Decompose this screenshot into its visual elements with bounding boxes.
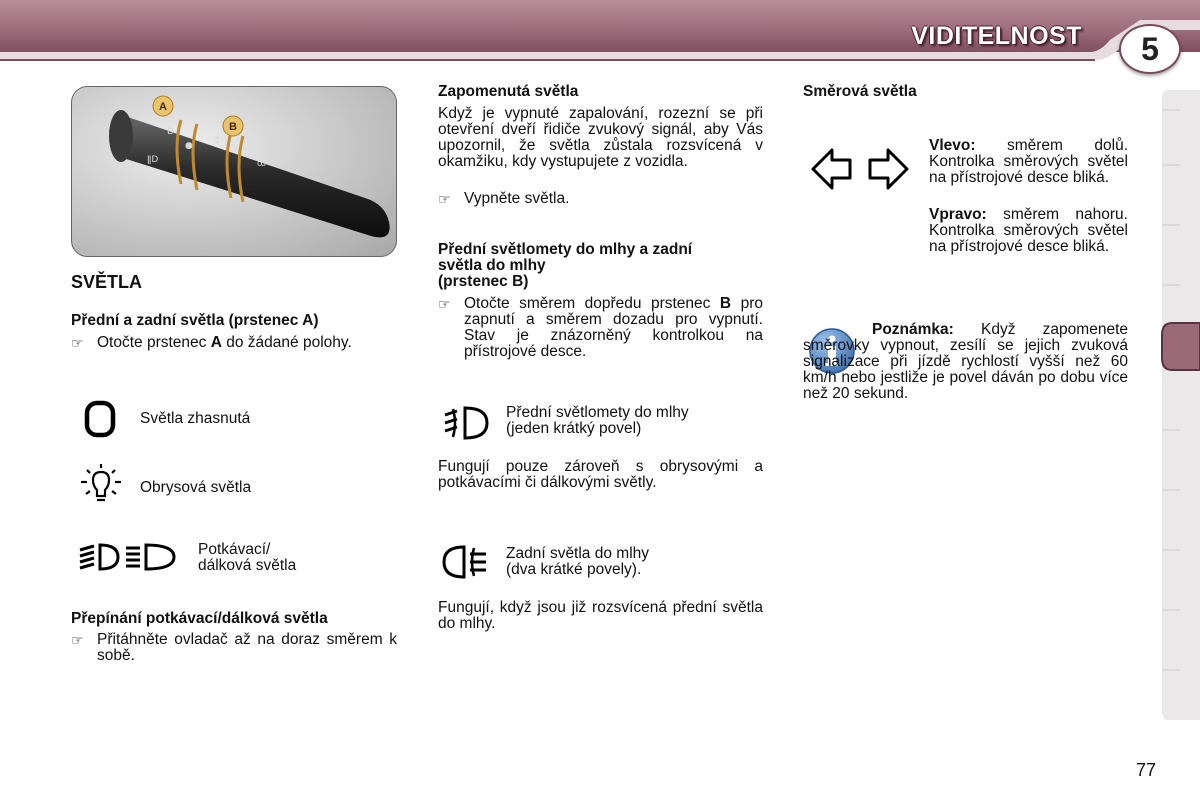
svg-text:D: D xyxy=(167,127,174,137)
fog-lights-heading: Přední světlomety do mlhy a zadní světla do mlhy (prstenec B) xyxy=(438,241,693,290)
switching-heading: Přepínání potkávací/dálková světla xyxy=(71,610,328,627)
pointing-hand-icon: ☞ xyxy=(438,296,451,312)
indicators-heading: Směrová světla xyxy=(803,83,917,100)
indicator-right-text: Vpravo: směrem nahoru. Kontrolka směrových světel na přístrojové desce bliká. xyxy=(929,206,1128,255)
svg-text:ǁD: ǁD xyxy=(147,155,159,165)
light-stalk-photo xyxy=(71,86,397,257)
chapter-number-badge: 5 xyxy=(1119,24,1181,74)
headlights-icon xyxy=(78,540,182,574)
switching-bullet: ☞ Přitáhněte ovladač až na doraz směrem k sobě. xyxy=(71,631,397,664)
chapter-tab-strip xyxy=(1160,90,1200,720)
rear-fog-label: Zadní světla do mlhy (dva krátké povely). xyxy=(506,545,650,578)
svg-text:ꝏ: ꝏ xyxy=(257,159,267,169)
headlights-label: Potkávací/ dálková světla xyxy=(198,541,297,574)
lights-off-icon xyxy=(82,400,120,438)
forgotten-lights-heading: Zapomenutá světla xyxy=(438,83,579,100)
lights-off-label: Světla zhasnutá xyxy=(140,410,251,427)
pointing-hand-icon: ☞ xyxy=(71,632,84,648)
sidelights-icon xyxy=(78,464,124,506)
rear-fog-icon xyxy=(440,542,488,582)
rear-fog-text: Fungují, když jsou již rozsvícená přední světla do mlhy. xyxy=(438,599,763,632)
left-arrow-icon xyxy=(810,146,854,192)
page-number: 77 xyxy=(1136,760,1157,780)
chapter-title: VIDITELNOST xyxy=(911,22,1082,50)
ring-b-label: B xyxy=(229,121,237,133)
svg-text:⁑: ⁑ xyxy=(215,137,220,147)
fog-lights-bullet: ☞ Otočte směrem dopředu prstenec B pro zapnutí a směrem dozadu pro vypnutí. Stav je znázorněný kontrolkou na přístrojové desce. xyxy=(438,295,763,360)
front-fog-text: Fungují pouze zároveň s obrysovými a potkávacími či dálkovými světly. xyxy=(438,458,763,491)
indicator-left-text: Vlevo: směrem dolů. Kontrolka směrových světel na přístrojové desce bliká. xyxy=(929,137,1128,186)
front-fog-label: Přední světlomety do mlhy (jeden krátký povel) xyxy=(506,404,689,437)
ring-a-label: A xyxy=(159,101,167,113)
pointing-hand-icon: ☞ xyxy=(71,335,84,351)
svg-text:●: ● xyxy=(185,141,193,151)
front-rear-bullet: ☞ Otočte prstenec A do žádané polohy. xyxy=(71,334,352,351)
front-fog-icon xyxy=(443,403,491,443)
forgotten-lights-text: Když je vypnuté zapalování, rozezní se při otevření dveří řidiče zvukový signál, aby Vás upozornil, že světla zůstala rozsvícená v okamžiku, kdy vystupujete z vozidla. xyxy=(438,105,763,170)
pointing-hand-icon: ☞ xyxy=(438,191,451,207)
right-arrow-icon xyxy=(866,146,910,192)
sidelights-label: Obrysová světla xyxy=(140,479,252,496)
note-text: Poznámka: Když zapomenete směrovky vypnout, zesílí se jejich zvuková signalizace při jízdě rychlostí vyšší než 60 km/h nebo jestliže je povel dáván po dobu více než 20 sekund. xyxy=(803,321,1128,402)
forgotten-lights-bullet: ☞ Vypněte světla. xyxy=(438,190,570,207)
front-rear-heading: Přední a zadní světla (prstenec A) xyxy=(71,312,319,329)
section-title: SVĚTLA xyxy=(71,272,143,292)
